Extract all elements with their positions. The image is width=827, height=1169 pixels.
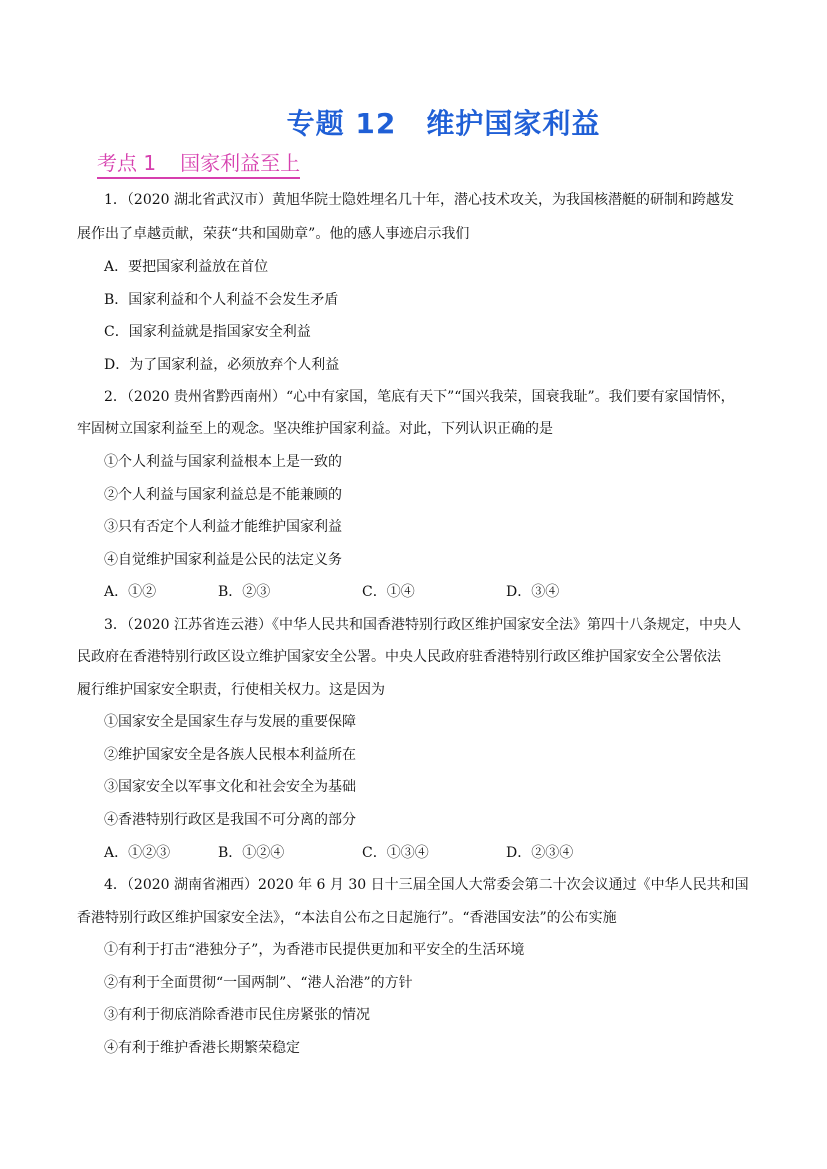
page-title	[0, 102, 827, 142]
q1-option-b: B．国家利益和个人利益不会发生矛盾	[104, 292, 339, 308]
q1-option-d: D．为了国家利益，必须放弃个人利益	[104, 357, 340, 373]
q3-stem-line3: 履行维护国家安全职责，行使相关权力。这是因为	[77, 682, 385, 698]
q4-statement-3: ③有利于彻底消除香港市民住房紧张的情况	[104, 1007, 370, 1023]
q1-stem-line2: 展作出了卓越贡献，荣获“共和国勋章”。他的感人事迹启示我们	[77, 226, 470, 242]
q2-option-c: C．①④	[362, 584, 415, 600]
q3-options	[104, 843, 784, 863]
topic-name: 维护国家利益	[426, 107, 601, 140]
q3-statement-3: ③国家安全以军事文化和社会安全为基础	[104, 779, 356, 795]
section-name: 国家利益至上	[180, 151, 301, 175]
q1-option-c: C．国家利益就是指国家安全利益	[104, 324, 311, 340]
q4-statement-1: ①有利于打击“港独分子”，为香港市民提供更加和平安全的生活环境	[104, 942, 525, 958]
q3-option-a: A．①②③	[104, 845, 171, 861]
q4-stem-line1: 4．（2020 湖南省湘西）2020 年 6 月 30 日十三届全国人大常委会第二十次会议通过《中华人民共和国	[104, 877, 749, 893]
q2-option-d: D．③④	[506, 584, 560, 600]
q1-option-a: A．要把国家利益放在首位	[104, 259, 269, 275]
section-heading	[97, 150, 300, 179]
q2-options	[104, 582, 784, 602]
q3-statement-1: ①国家安全是国家生存与发展的重要保障	[104, 714, 356, 730]
section-label: 考点 1	[97, 151, 157, 175]
q3-statement-4: ④香港特别行政区是我国不可分离的部分	[104, 812, 356, 828]
q2-option-a: A．①②	[104, 584, 157, 600]
q4-stem-line2: 香港特别行政区维护国家安全法》，“本法自公布之日起施行”。“香港国安法”的公布实施	[77, 910, 617, 926]
q2-option-b: B．②③	[218, 584, 271, 600]
topic-number: 专题 12	[286, 107, 397, 140]
q3-stem-line1: 3．（2020 江苏省连云港）《中华人民共和国香港特别行政区维护国家安全法》第四十八条规定，中央人	[104, 617, 741, 633]
q2-statement-1: ①个人利益与国家利益根本上是一致的	[104, 454, 342, 470]
q4-statement-4: ④有利于维护香港长期繁荣稳定	[104, 1040, 300, 1056]
q2-statement-4: ④自觉维护国家利益是公民的法定义务	[104, 552, 342, 568]
q3-statement-2: ②维护国家安全是各族人民根本利益所在	[104, 747, 356, 763]
q4-statement-2: ②有利于全面贯彻“一国两制”、“港人治港”的方针	[104, 975, 413, 991]
q3-option-d: D．②③④	[506, 845, 574, 861]
q3-option-c: C．①③④	[362, 845, 429, 861]
q3-option-b: B．①②④	[218, 845, 285, 861]
q1-stem-line1: 1．（2020 湖北省武汉市）黄旭华院士隐姓埋名几十年，潜心技术攻关，为我国核潜艇的研制和跨越发	[104, 192, 734, 208]
q2-stem-line1: 2．（2020 贵州省黔西南州）“心中有家国，笔底有天下”“国兴我荣，国衰我耻”。我们要有家国情怀，	[104, 389, 735, 405]
q2-stem-line2: 牢固树立国家利益至上的观念。坚决维护国家利益。对此，下列认识正确的是	[77, 421, 553, 437]
q3-stem-line2: 民政府在香港特别行政区设立维护国家安全公署。中央人民政府驻香港特别行政区维护国家安全公署依法	[77, 649, 721, 665]
q2-statement-2: ②个人利益与国家利益总是不能兼顾的	[104, 487, 342, 503]
q2-statement-3: ③只有否定个人利益才能维护国家利益	[104, 519, 342, 535]
